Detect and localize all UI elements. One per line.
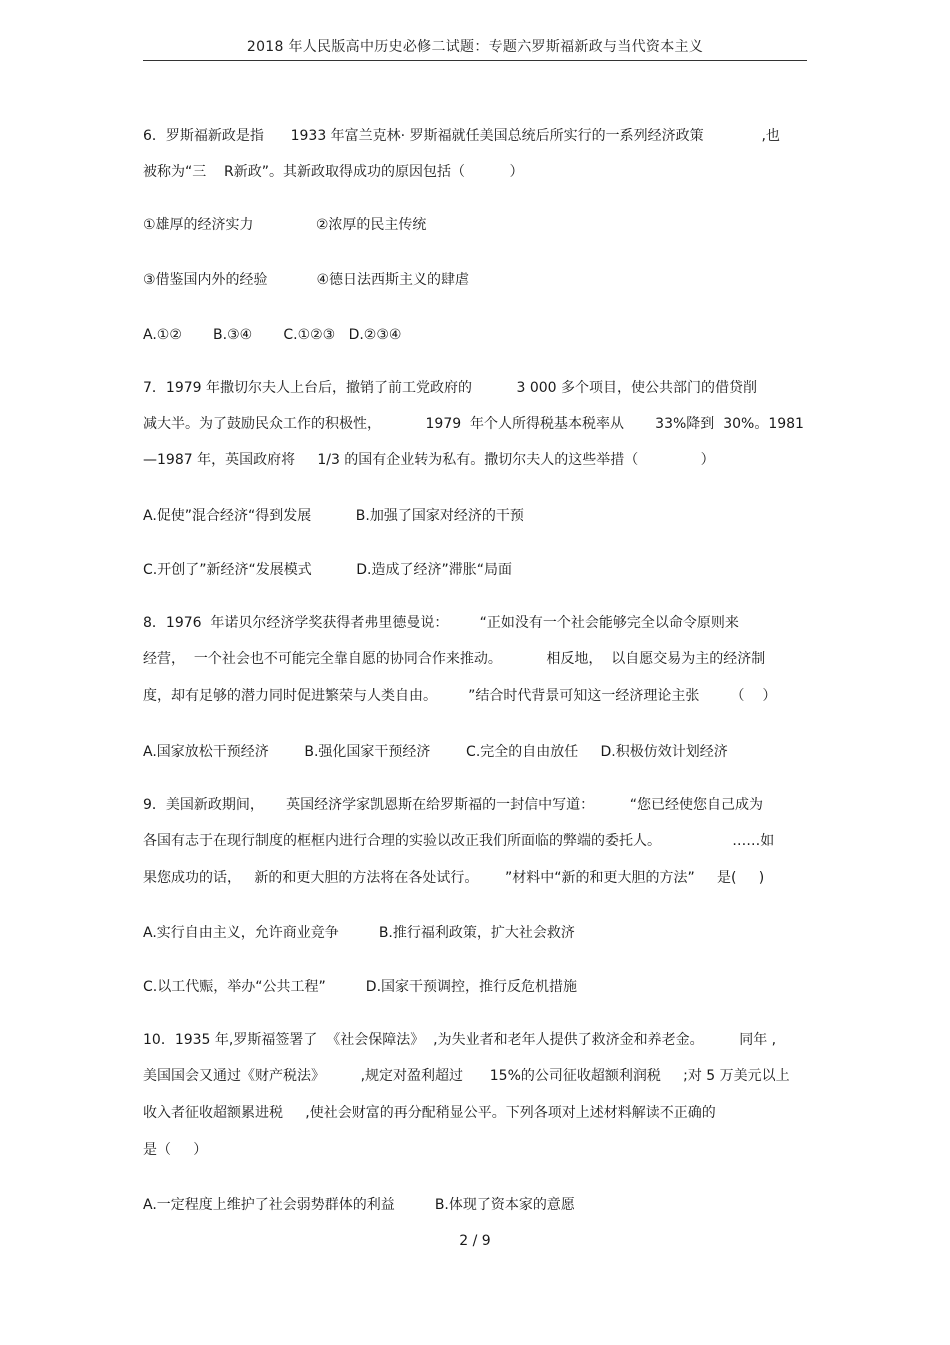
q6-option-row-2: ③借鉴国内外的经验 ④德日法西斯主义的肆虐 <box>143 272 470 288</box>
q7-line-1: 7．1979 年撒切尔夫人上台后，撤销了前工党政府的 3 000 多个项目，使公共部门的借贷削 <box>143 380 758 396</box>
q10-answers-ab: A.一定程度上维护了社会弱势群体的利益 B.体现了资本家的意愿 <box>143 1197 575 1213</box>
q9-line-1: 9．美国新政期间， 英国经济学家凯恩斯在给罗斯福的一封信中写道： “您已经使您自己成为 <box>143 797 764 813</box>
q6-line-1: 6．罗斯福新政是指 1933 年富兰克林· 罗斯福就任美国总统后所实行的一系列经济政策 ,也 <box>143 128 780 144</box>
q9-answers-ab: A.实行自由主义，允许商业竞争 B.推行福利政策，扩大社会救济 <box>143 925 575 941</box>
page-header-title: 2018 年人民版高中历史必修二试题：专题六罗斯福新政与当代资本主义 <box>246 39 704 55</box>
q10-line-2: 美国国会又通过《财产税法》 ,规定对盈利超过 15%的公司征收超额利润税 ;对 5 万美元以上 <box>143 1068 790 1084</box>
q6-line-2: 被称为“三 R新政”。其新政取得成功的原因包括（ ） <box>143 164 524 180</box>
q9-line-3: 果您成功的话， 新的和更大胆的方法将在各处试行。 ”材料中“新的和更大胆的方法” 是( ) <box>143 870 765 886</box>
q8-line-2: 经营， 一个社会也不可能完全靠自愿的协同合作来推动。 相反地， 以自愿交易为主的经济制 <box>143 651 766 667</box>
q7-answers-ab: A.促使”混合经济“得到发展 B.加强了国家对经济的干预 <box>143 508 524 524</box>
q8-line-1: 8．1976 年诺贝尔经济学奖获得者弗里德曼说： “正如没有一个社会能够完全以命令原则来 <box>143 615 739 631</box>
q7-answers-cd: C.开创了”新经济“发展模式 D.造成了经济”滞胀“局面 <box>143 562 512 578</box>
q10-line-4: 是（ ） <box>143 1142 208 1158</box>
q10-line-3: 收入者征收超额累进税 ,使社会财富的再分配稍显公平。下列各项对上述材料解读不正确的 <box>143 1105 716 1121</box>
q10-line-1: 10．1935 年,罗斯福签署了 《社会保障法》 ,为失业者和老年人提供了救济金和养老金。 同年 , <box>143 1032 777 1048</box>
q7-line-2: 减大半。为了鼓励民众工作的积极性， 1979 年个人所得税基本税率从 33%降到 30%。1981 <box>143 416 804 432</box>
q6-option-row-1: ①雄厚的经济实力 ②浓厚的民主传统 <box>143 217 427 233</box>
q8-line-3: 度，却有足够的潜力同时促进繁荣与人类自由。 ”结合时代背景可知这一经济理论主张 （ ） <box>143 688 777 704</box>
page-number: 2 / 9 <box>459 1233 491 1249</box>
q6-answers: A.①② B.③④ C.①②③ D.②③④ <box>143 327 402 343</box>
q9-answers-cd: C.以工代赈，举办“公共工程” D.国家干预调控，推行反危机措施 <box>143 979 578 995</box>
q9-line-2: 各国有志于在现行制度的框框内进行合理的实验以改正我们所面临的弊端的委托人。 ……如 <box>143 833 775 849</box>
q7-line-3: —1987 年，英国政府将 1/3 的国有企业转为私有。撒切尔夫人的这些举措（ ） <box>143 452 715 468</box>
q8-answers: A.国家放松干预经济 B.强化国家干预经济 C.完全的自由放任 D.积极仿效计划经济 <box>143 744 728 760</box>
header-divider <box>143 60 807 61</box>
